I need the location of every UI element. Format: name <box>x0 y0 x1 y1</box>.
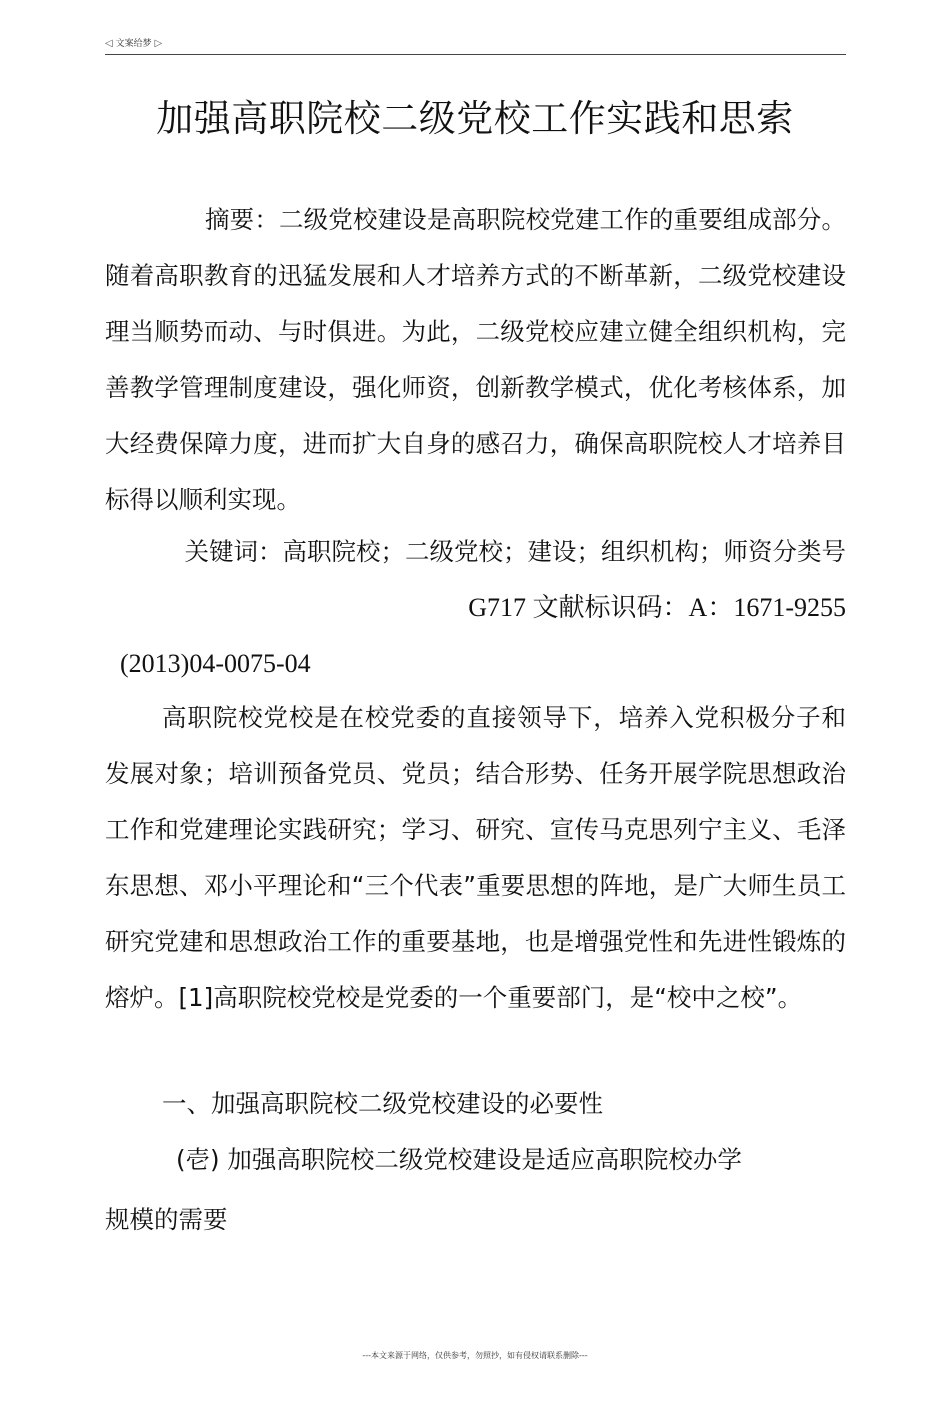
right-triangle-icon: ▷ <box>154 38 163 49</box>
classification-line: G717 文献标识码：A：1671-9255 <box>468 593 846 622</box>
page-header <box>105 36 846 55</box>
header-text: 文案给梦 <box>115 39 152 49</box>
intro-paragraph: 高职院校党校是在校党委的直接领导下，培养入党积极分子和发展对象；培训预备党员、党员；结合形势、任务开展学院思想政治工作和党建理论实践研究；学习、研究、宣传马克思列宁主义、毛泽东思想、邓小平理论和“三个代表”重要思想的阵地，是广大师生员工研究党建和思想政治工作的重要基地，也是增强党性和先进性锻炼的熔炉。[1]高职院校党校是党委的一个重要部门，是“校中之校”。 <box>105 703 846 1012</box>
page-footer: ---本文来源于网络，仅供参考，勿照抄，如有侵权请联系删除--- <box>362 1351 588 1360</box>
section-heading-1: 一、加强高职院校二级党校建设的必要性 <box>162 1089 603 1118</box>
left-triangle-icon: ◁ <box>105 38 113 49</box>
subsection-heading-1-continued: 规模的需要 <box>105 1205 228 1234</box>
document-title: 加强高职院校二级党校工作实践和思索 <box>156 97 794 140</box>
subsection-heading-1: (壱) 加强高职院校二级党校建设是适应高职院校办学 <box>176 1145 742 1174</box>
abstract-paragraph: 摘要：二级党校建设是高职院校党建工作的重要组成部分。随着高职教育的迅猛发展和人才培养方式的不断革新，二级党校建设理当顺势而动、与时俱进。为此，二级党校应建立健全组织机构，完善教学管理制度建设，强化师资，创新教学模式，优化考核体系，加大经费保障力度，进而扩大自身的感召力，确保高职院校人才培养目标得以顺利实现。 <box>105 205 846 514</box>
article-id-line: (2013)04-0075-04 <box>120 649 311 678</box>
keywords-line: 关键词：高职院校；二级党校；建设；组织机构；师资分类号 <box>184 537 846 566</box>
